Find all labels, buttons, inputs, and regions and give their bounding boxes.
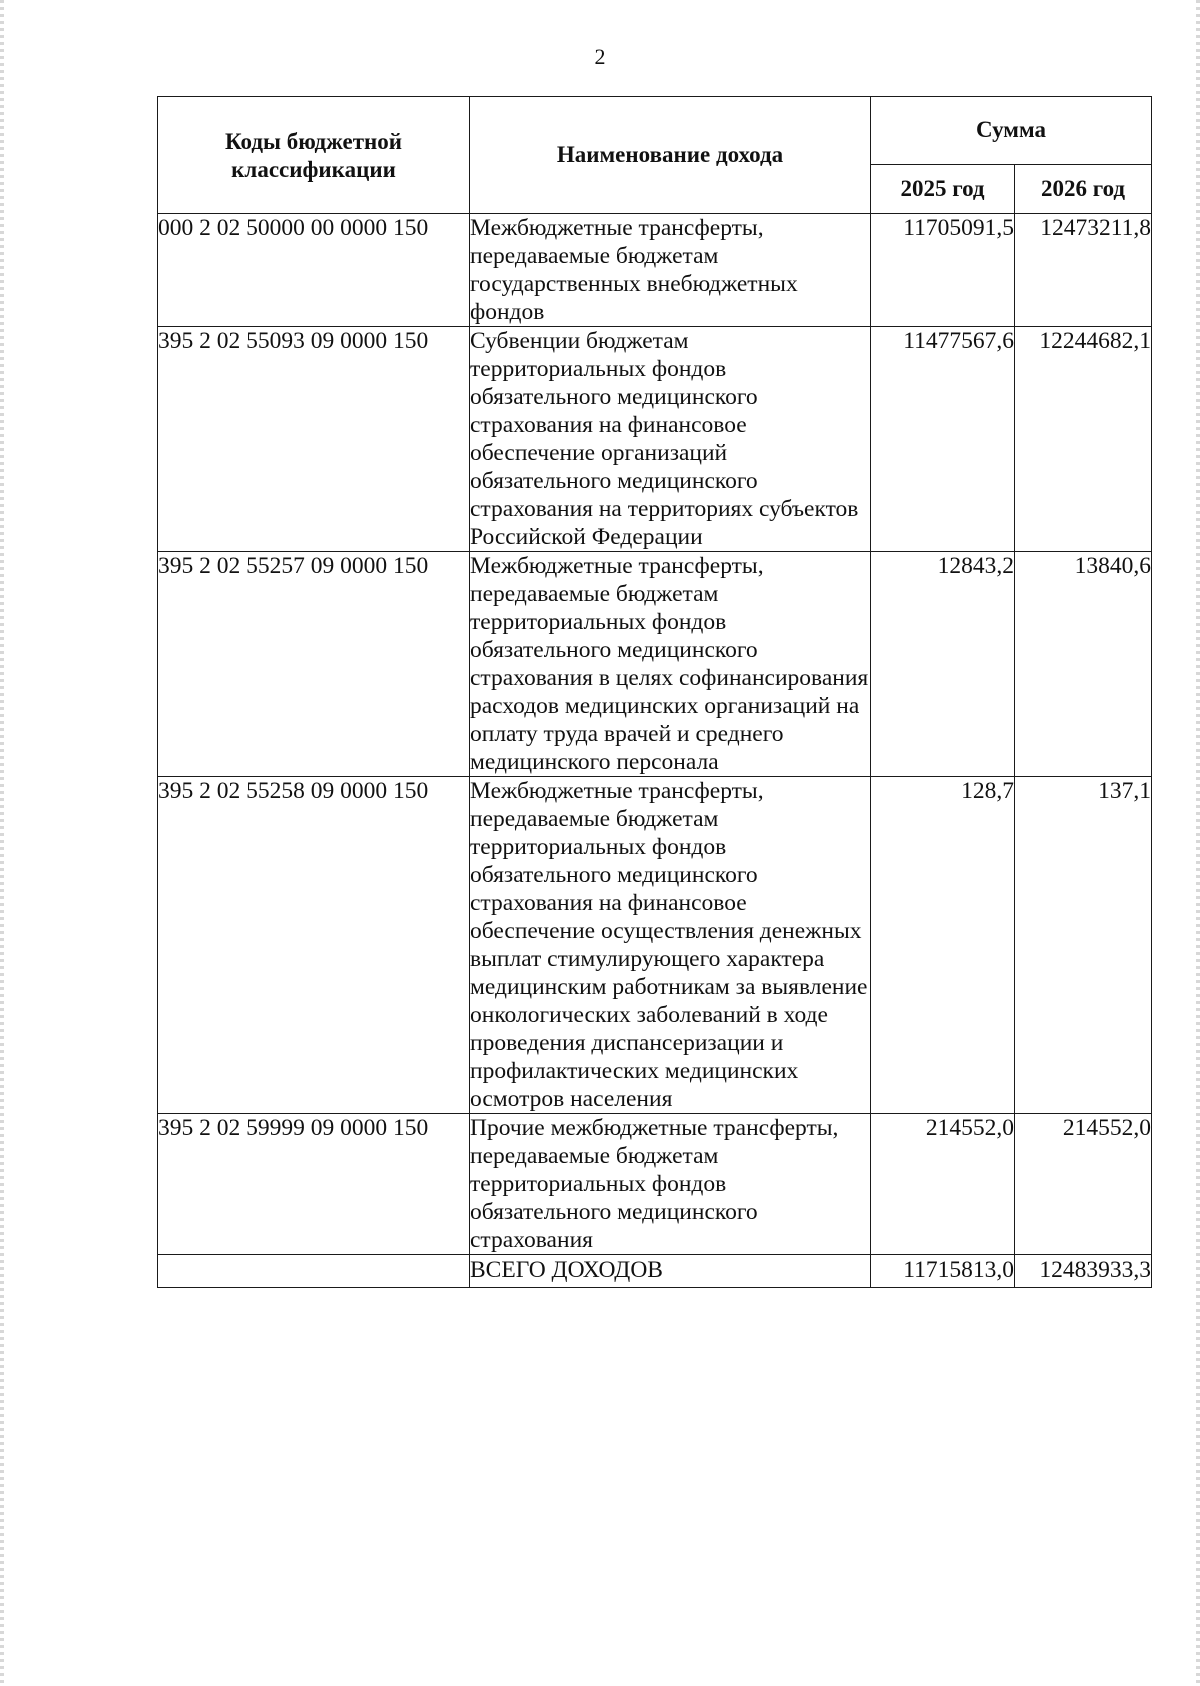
row-amount-2026: 13840,6 — [1015, 552, 1152, 777]
scan-edge-left — [0, 0, 4, 1686]
row-code: 395 2 02 55093 09 0000 150 — [158, 327, 470, 552]
table-row — [158, 1114, 1152, 1255]
table-row — [158, 552, 1152, 777]
row-revenue-name: Прочие межбюджетные трансферты, передаваемые бюджетам территориальных фондов обязательного медицинского страхования — [470, 1114, 871, 1255]
row-amount-2025: 11477567,6 — [871, 327, 1015, 552]
header-year-2026: 2026 год — [1015, 164, 1152, 213]
row-revenue-name: Субвенции бюджетам территориальных фондов обязательного медицинского страхования на финансовое обеспечение организаций обязательного медицинского страхования на территориях субъектов Российской Федерации — [470, 327, 871, 552]
row-code: 395 2 02 55258 09 0000 150 — [158, 777, 470, 1114]
scan-edge-right — [1196, 0, 1200, 1686]
row-revenue-name: Межбюджетные трансферты, передаваемые бюджетам территориальных фондов обязательного медицинского страхования в целях софинансирования расходов медицинских организаций на оплату труда врачей и среднего медицинского персонала — [470, 552, 871, 777]
total-amount-2025: 11715813,0 — [871, 1255, 1015, 1288]
total-amount-2026: 12483933,3 — [1015, 1255, 1152, 1288]
header-sum: Сумма — [871, 97, 1152, 165]
header-year-2025: 2025 год — [871, 164, 1015, 213]
row-amount-2025: 128,7 — [871, 777, 1015, 1114]
total-code — [158, 1255, 470, 1288]
table-row — [158, 214, 1152, 327]
page-number: 2 — [594, 44, 606, 69]
total-row — [158, 1255, 1152, 1288]
header-revenue-name: Наименование дохода — [470, 97, 871, 214]
row-code: 395 2 02 59999 09 0000 150 — [158, 1114, 470, 1255]
table-row — [158, 327, 1152, 552]
row-amount-2026: 12244682,1 — [1015, 327, 1152, 552]
row-amount-2026: 137,1 — [1015, 777, 1152, 1114]
row-amount-2026: 214552,0 — [1015, 1114, 1152, 1255]
row-code: 000 2 02 50000 00 0000 150 — [158, 214, 470, 327]
row-amount-2025: 214552,0 — [871, 1114, 1015, 1255]
row-code: 395 2 02 55257 09 0000 150 — [158, 552, 470, 777]
header-budget-codes: Коды бюджетной классификации — [158, 97, 470, 214]
row-revenue-name: Межбюджетные трансферты, передаваемые бюджетам государственных внебюджетных фондов — [470, 214, 871, 327]
row-revenue-name: Межбюджетные трансферты, передаваемые бюджетам территориальных фондов обязательного медицинского страхования на финансовое обеспечение осуществления денежных выплат стимулирующего характера медицинским работникам за выявление онкологических заболеваний в ходе проведения диспансеризации и профилактических медицинских осмотров населения — [470, 777, 871, 1114]
row-amount-2025: 12843,2 — [871, 552, 1015, 777]
row-amount-2025: 11705091,5 — [871, 214, 1015, 327]
row-amount-2026: 12473211,8 — [1015, 214, 1152, 327]
revenue-table — [157, 96, 1152, 1288]
total-label: ВСЕГО ДОХОДОВ — [470, 1255, 871, 1288]
table-row — [158, 777, 1152, 1114]
